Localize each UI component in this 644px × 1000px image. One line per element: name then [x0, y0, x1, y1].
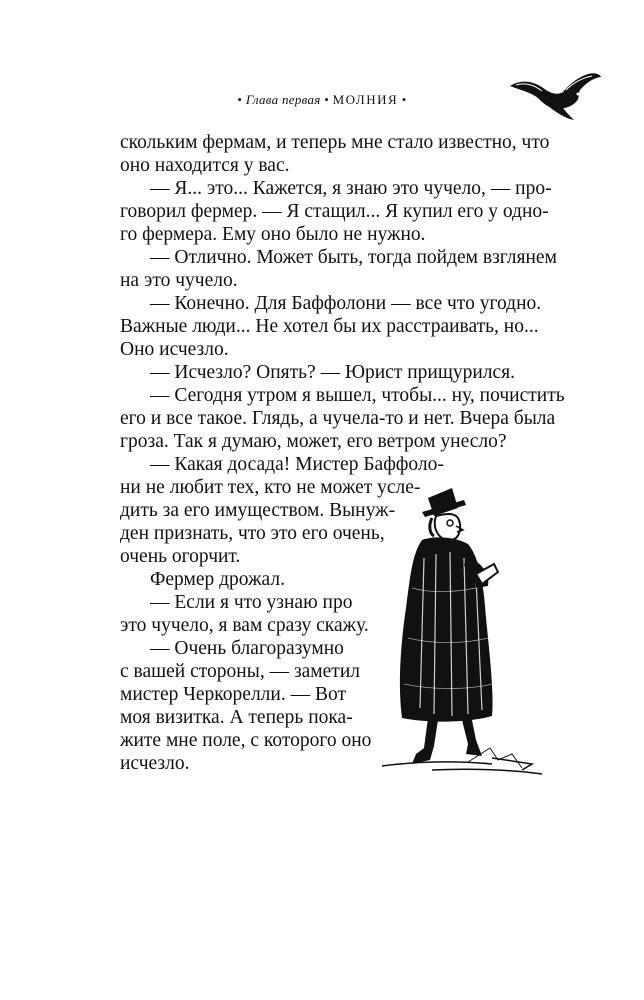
- text-line: — Конечно. Для Баффолони — все что угодно.: [150, 293, 542, 314]
- header-bullet: •: [401, 92, 407, 107]
- text-line: его и все такое. Глядь, а чучела-то и нет. Вчера была: [120, 408, 556, 429]
- header-bullet: •: [324, 92, 330, 107]
- text-line: очень огорчит.: [120, 546, 241, 567]
- header-bullet: •: [237, 92, 243, 107]
- text-line: го фермера. Ему оно было не нужно.: [120, 224, 426, 245]
- text-line: Фермер дрожал.: [150, 569, 285, 590]
- text-line: это чучело, я вам сразу скажу.: [120, 615, 369, 636]
- text-line: — Я... это... Кажется, я знаю это чучело, — про-: [150, 178, 552, 199]
- text-line: оно находится у вас.: [120, 155, 290, 176]
- text-line: дить за его имуществом. Вынуж-: [120, 500, 396, 521]
- text-line: — Сегодня утром я вышел, чтобы... ну, почистить: [150, 385, 565, 406]
- text-line: мистер Черкорелли. — Вот: [120, 684, 346, 705]
- text-line: говорил фермер. — Я стащил... Я купил его у одно-: [120, 201, 549, 222]
- text-line: исчезло.: [120, 753, 190, 774]
- bird-ornament-icon: [508, 68, 603, 123]
- text-line: ден признать, что это его очень,: [120, 523, 385, 544]
- chapter-title: МОЛНИЯ: [332, 92, 399, 107]
- text-line: гроза. Так я думаю, может, его ветром унесло?: [120, 431, 507, 452]
- text-line: скольким фермам, и теперь мне стало известно, что: [120, 132, 550, 153]
- text-line: — Исчезло? Опять? — Юрист прищурился.: [150, 362, 516, 383]
- text-line: — Если я что узнаю про: [150, 592, 353, 613]
- text-line: — Очень благоразумно: [150, 638, 344, 659]
- lawyer-illustration: [372, 478, 562, 778]
- chapter-label: Глава первая: [245, 92, 321, 107]
- text-line: жите мне поле, с которого оно: [120, 730, 372, 751]
- text-line: Оно исчезло.: [120, 339, 229, 360]
- text-line: с вашей стороны, — заметил: [120, 661, 360, 682]
- text-line: на это чучело.: [120, 270, 238, 291]
- text-line: — Какая досада! Мистер Баффоло-: [150, 454, 444, 475]
- text-line: ни не любит тех, кто не может усле-: [120, 477, 421, 498]
- text-line: Важные люди... Не хотел бы их расстраивать, но...: [120, 316, 539, 337]
- text-line: — Отлично. Может быть, тогда пойдем взглянем: [150, 247, 557, 268]
- text-line: моя визитка. А теперь пока-: [120, 707, 353, 728]
